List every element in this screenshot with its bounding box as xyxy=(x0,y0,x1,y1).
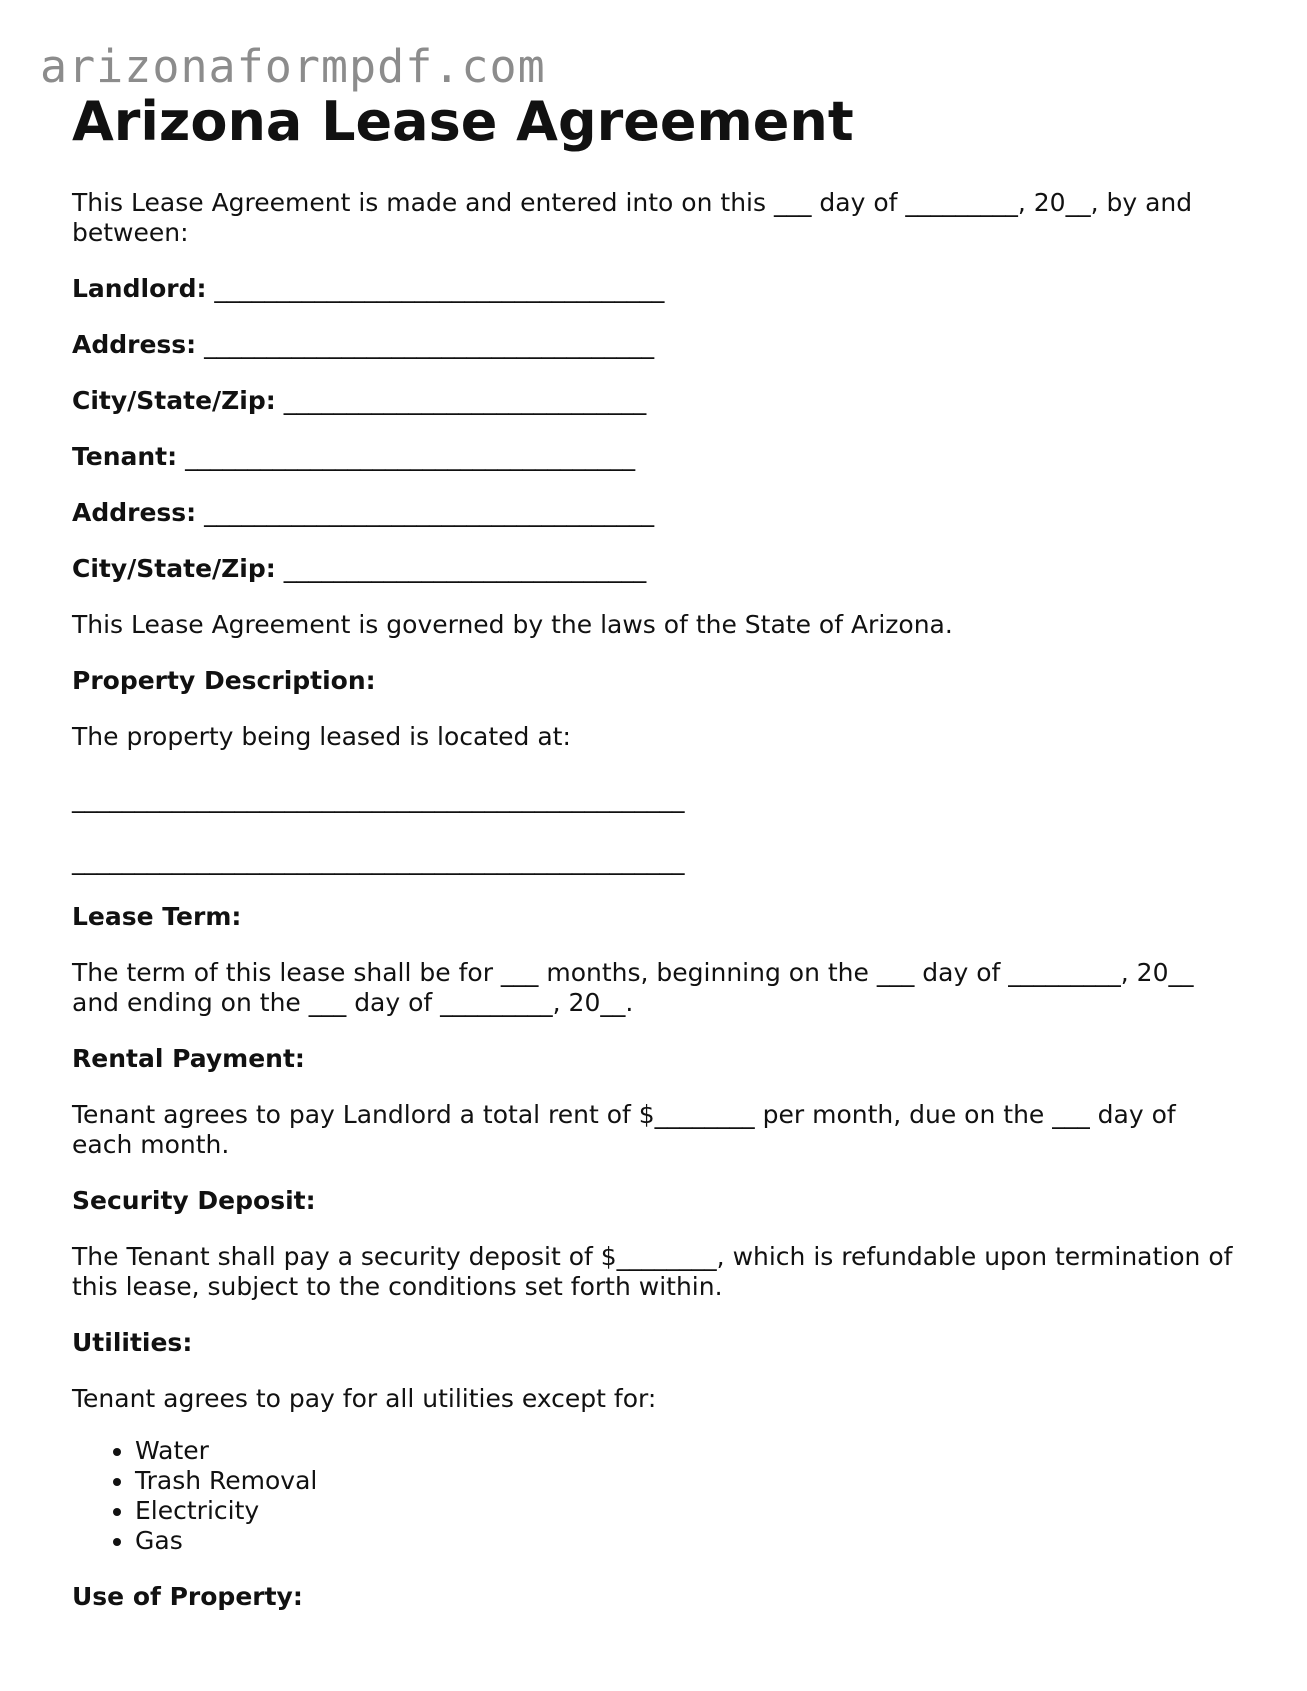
security-deposit-heading: Security Deposit: xyxy=(72,1186,316,1215)
page-title: Arizona Lease Agreement xyxy=(72,90,854,153)
field-label: Tenant: xyxy=(72,442,178,471)
field-label: City/State/Zip: xyxy=(72,386,276,415)
use-of-property-heading: Use of Property: xyxy=(72,1582,303,1611)
rental-payment-heading: Rental Payment: xyxy=(72,1044,305,1073)
property-location-text: The property being leased is located at: xyxy=(72,722,571,751)
field-blank: ____________________________________ xyxy=(214,274,665,303)
landlord-field xyxy=(72,274,1242,304)
landlord-city-state-zip-field xyxy=(72,386,1242,416)
list-item: • Trash Removal xyxy=(135,1466,1242,1496)
utilities-heading: Utilities: xyxy=(72,1328,193,1357)
field-label: City/State/Zip: xyxy=(72,554,276,583)
tenant-city-state-zip-field xyxy=(72,554,1242,584)
lease-term-text: The term of this lease shall be for ___ months, beginning on the ___ day of _________, 20__ and ending on the ___ day of _________, 20__. xyxy=(72,958,1194,1017)
list-item: • Water xyxy=(135,1436,1242,1466)
field-blank: _____________________________ xyxy=(283,554,647,583)
field-blank: ____________________________________ xyxy=(204,330,655,359)
security-deposit-text: The Tenant shall pay a security deposit of $________, which is refundable upon termination of this lease, subject to the conditions set forth within. xyxy=(72,1242,1233,1301)
utilities-list xyxy=(72,1436,1242,1556)
governing-law-statement: This Lease Agreement is governed by the laws of the State of Arizona. xyxy=(72,610,953,639)
field-blank: ____________________________________ xyxy=(185,442,636,471)
rental-payment-text: Tenant agrees to pay Landlord a total rent of $________ per month, due on the ___ day of each month. xyxy=(72,1100,1176,1159)
tenant-field xyxy=(72,442,1242,472)
landlord-address-field xyxy=(72,330,1242,360)
list-item: • Electricity xyxy=(135,1496,1242,1526)
intro-paragraph: This Lease Agreement is made and entered into on this ___ day of _________, 20__, by and between: xyxy=(72,188,1193,247)
field-blank: ____________________________________ xyxy=(204,498,655,527)
field-blank: _____________________________ xyxy=(283,386,647,415)
field-label: Address: xyxy=(72,498,197,527)
field-label: Landlord: xyxy=(72,274,207,303)
watermark: arizonaformpdf.com xyxy=(40,40,546,93)
utilities-text: Tenant agrees to pay for all utilities except for: xyxy=(72,1384,657,1413)
property-address-line-1: _________________________________________________ xyxy=(72,784,685,813)
list-item: • Gas xyxy=(135,1526,1242,1556)
tenant-address-field xyxy=(72,498,1242,528)
field-label: Address: xyxy=(72,330,197,359)
lease-term-heading: Lease Term: xyxy=(72,902,242,931)
property-description-heading: Property Description: xyxy=(72,666,376,695)
document-page xyxy=(72,90,1242,1612)
property-address-line-2: _________________________________________________ xyxy=(72,846,685,875)
